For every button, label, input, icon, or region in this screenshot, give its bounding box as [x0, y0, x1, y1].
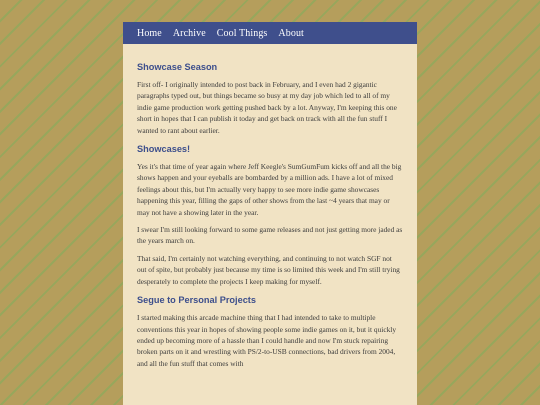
paragraph: First off- I originally intended to post back in February, and I even had 2 gigantic paragraphs typed out, but things became so busy at my day job which led to all of my indie game production work getting pushed back by a lot. Anyway, I'm keeping this one short in hopes that I can publish it today and get back on track with all the fun stuff I wanted to rant about earlier.: [137, 80, 397, 135]
paragraph: I started making this arcade machine thing that I had intended to take to multiple conventions this year in hopes of showing people some indie games on it, but it quickly ended up becoming more of a hassle than I could handle and now I'm stuck repairing broken parts on it and wrestling with PS/2-to-USB connections, bad drivers from 2004, and all the fun stuff that comes with: [137, 313, 397, 368]
section-heading-segue: Segue to Personal Projects: [137, 295, 256, 306]
nav-link-cool-things[interactable]: Cool Things: [216, 27, 268, 39]
section-heading-showcases: Showcases!: [137, 144, 191, 155]
page-container: [123, 22, 417, 405]
post-content: [123, 44, 417, 369]
top-nav: [123, 22, 417, 44]
paragraph: Yes it's that time of year again where Jeff Keegle's SumGumFum kicks off and all the big shows happen and your eyeballs are bombarded by a million ads. I have a lot of mixed feelings about this, but I'm actually very happy to see more indie game showcases happening this year, filling the gaps of other shows from the last ~4 years that may or may not have a showing later in the year.: [137, 162, 402, 217]
nav-link-home[interactable]: Home: [137, 27, 162, 39]
paragraph: That said, I'm certainly not watching everything, and continuing to not watch SGF not out of spite, but probably just because my time is so limited this week and I'm still trying desperately to complete the projects I keep making for myself.: [137, 253, 400, 286]
paragraph: I swear I'm still looking forward to some game releases and not just getting more jaded as the years march on.: [137, 225, 403, 246]
nav-link-about[interactable]: About: [278, 27, 304, 39]
nav-link-archive[interactable]: Archive: [172, 27, 206, 39]
section-heading-showcase-season: Showcase Season: [137, 62, 218, 72]
